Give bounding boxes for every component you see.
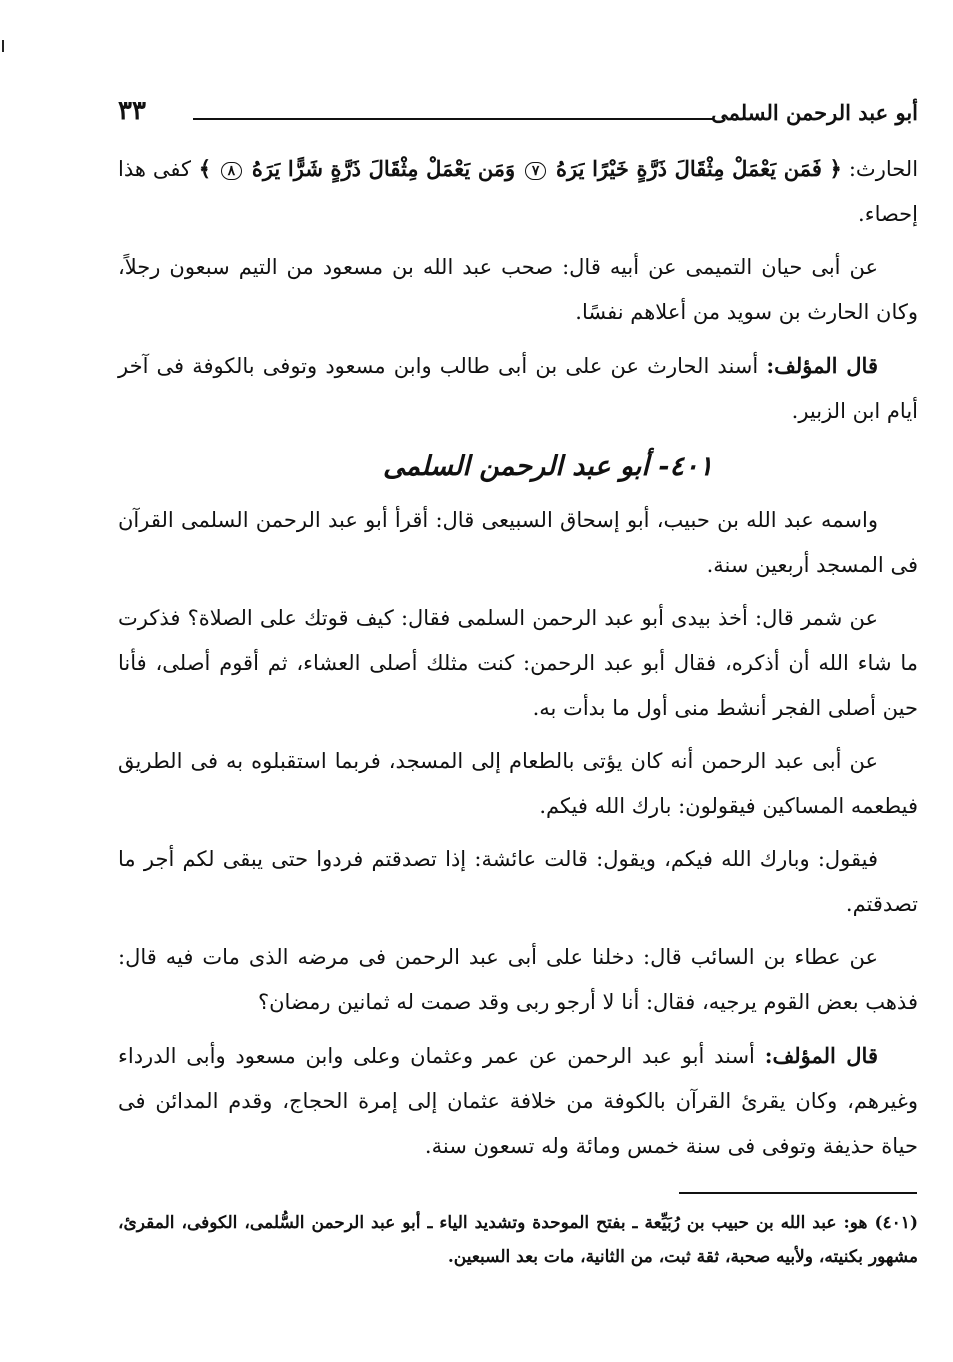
main-text	[118, 146, 918, 1177]
running-header	[118, 96, 918, 136]
running-title: أبو عبد الرحمن السلمى	[711, 100, 918, 125]
aya-7-text: فَمَن يَعْمَلْ مِثْقَالَ ذَرَّةٍ خَيْرًا يَرَهُ	[556, 156, 822, 181]
section-paragraph-3: عن أبى عبد الرحمن أنه كان يؤتى بالطعام إلى المسجد، فربما استقبلوه به فى الطريق فيطعمه المساكين فيقولون: بارك الله فيكم.	[118, 749, 918, 818]
quran-verse	[191, 156, 842, 181]
quran-open-bracket: ﴿	[829, 156, 842, 181]
section-author-note-lead: قال المؤلف:	[764, 1043, 878, 1068]
section-paragraph-2: عن شمر قال: أخذ بيدى أبو عبد الرحمن السلمى فقال: كيف قوتك على الصلاة؟ فذكرت ما شاء الله أن أذكره، فقال أبو عبد الرحمن: كنت مثلك أصلى العشاء، ثم أقوم أصلى، فأنا حين أصلى الفجر أنشط منى أول ما بدأت به.	[118, 606, 918, 720]
footnote-text: (٤٠١) هو: عبد الله بن حبيب بن رُبَيِّعة ـ بفتح الموحدة وتشديد الياء ـ أبو عبد الرحمن السُّلمى، الكوفى، المقرئ، مشهور بكنيته، ولأبيه صحبة، ثقة ثبت، من الثانية، مات بعد السبعين.	[118, 1213, 918, 1267]
section-paragraph-4: فيقول: وبارك الله فيكم، ويقول: قالت عائشة: إذا تصدقتم فردوا حتى يبقى لكم أجر ما تصدقتم.	[118, 847, 918, 916]
section-heading: ٤٠١- أبو عبد الرحمن السلمى	[382, 451, 714, 482]
footnote	[118, 1206, 918, 1274]
page-number: ٣٣	[118, 96, 146, 126]
author-note-lead: قال المؤلف:	[766, 353, 878, 378]
aya-8-text: وَمَن يَعْمَلْ مِثْقَالَ ذَرَّةٍ شَرًّا يَرَهُ	[251, 156, 516, 181]
section-author-note	[118, 1033, 918, 1169]
footnote-separator	[679, 1192, 917, 1194]
section-author-note-text: أسند أبو عبد الرحمن عن عمر وعثمان وعلى وابن مسعود وأبى الدرداء وغيرهم، وكان يقرئ القرآن بالكوفة من خلافة عثمان إلى إمرة الحجاج، وقدم المدائن فى حياة حذيفة وتوفى فى سنة خمس ومائة وله تسعون سنة.	[118, 1044, 918, 1158]
paragraph-author-note-1	[118, 343, 918, 434]
scan-edge-mark	[2, 40, 4, 52]
paragraph-start: الحارث:	[848, 157, 919, 181]
aya-8-number: ٨	[221, 162, 243, 180]
section-paragraph-5: عن عطاء بن السائب قال: دخلنا على أبى عبد الرحمن فى مرضه الذى مات فيه قال: فذهب بعض القوم يرجيه، فقال: أنا لا أرجو ربى وقد صمت له ثمانين رمضان؟	[118, 945, 918, 1014]
author-note-text: أسند الحارث عن على بن أبى طالب وابن مسعود وتوفى بالكوفة فى آخر أيام ابن الزبير.	[118, 354, 918, 423]
paragraph-quran-verse	[118, 146, 918, 237]
aya-7-number: ٧	[525, 162, 547, 180]
header-rule	[193, 118, 713, 120]
paragraph-abi-hayyan: عن أبى حيان التميمى عن أبيه قال: صحب عبد الله بن مسعود من التيم سبعون رجلاً، وكان الحارث بن سويد من أعلاهم نفسًا.	[118, 255, 918, 324]
section-paragraph-1: واسمه عبد الله بن حبيب، أبو إسحاق السبيعى قال: أقرأ أبو عبد الرحمن السلمى القرآن فى المسجد أربعين سنة.	[118, 508, 918, 577]
paragraph-end: كفى هذا إحصاء.	[118, 157, 918, 226]
quran-close-bracket: ﴾	[198, 156, 212, 181]
